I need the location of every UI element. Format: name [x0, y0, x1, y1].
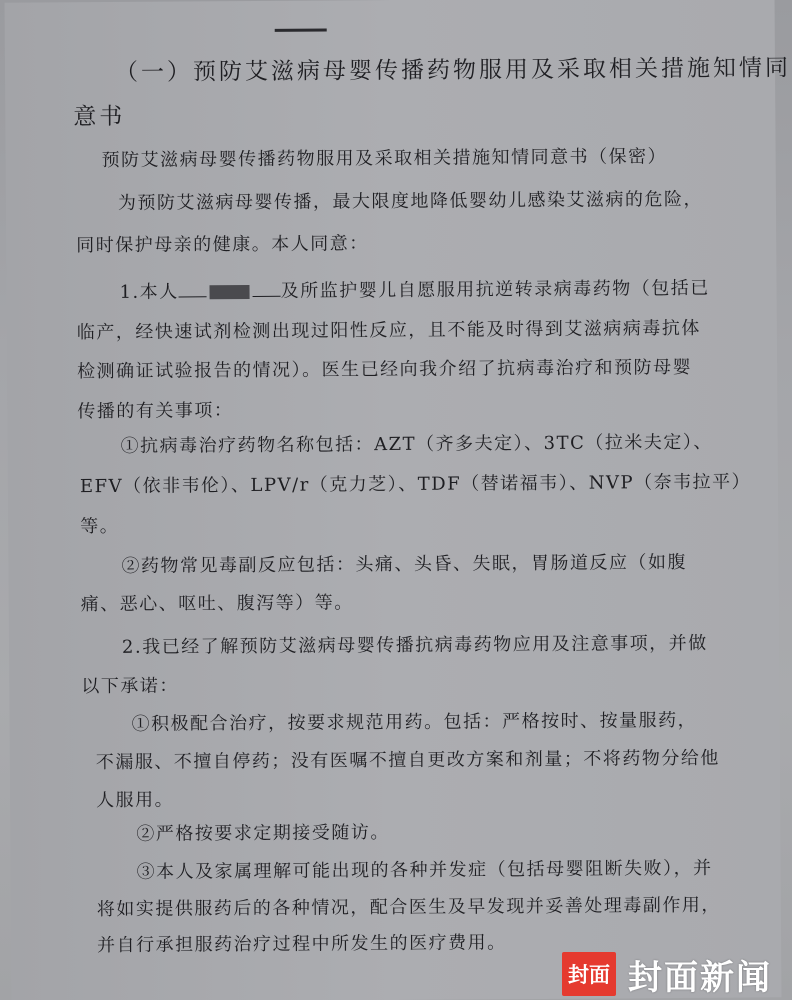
promise1-line-3: 人服用。	[96, 789, 175, 812]
drugs-line-2: EFV（依非韦伦）、LPV/r（克力芝）、TDF（替诺福韦）、NVP（奈韦拉平）	[79, 471, 752, 498]
name-blank-underline-2	[253, 282, 281, 297]
item1-prefix: 1.本人	[119, 281, 179, 303]
item1-suffix: 及所监护婴儿自愿服用抗逆转录病毒药物（包括已	[280, 277, 710, 302]
item1-line-2: 临产，经快速试剂检测出现过阳性反应，且不能及时得到艾滋病病毒抗体	[76, 317, 701, 344]
news-watermark	[562, 948, 772, 1000]
side-effects-line-1: ②药物常见毒副反应包括：头痛、头昏、失眠，胃肠道反应（如腹	[121, 551, 688, 577]
side-effects-line-2: 痛、恶心、呕吐、腹泻等）等。	[80, 592, 354, 616]
promise1-line-1: ①积极配合治疗，按要求规范用药。包括：严格按时、按量服药，	[131, 709, 698, 735]
promise2: ②严格按要求定期接受随访。	[136, 822, 390, 845]
brand-logo: 封面	[562, 952, 616, 996]
subtitle: 预防艾滋病母婴传播药物服用及采取相关措施知情同意书（保密）	[101, 146, 668, 172]
item1-line-4: 传播的有关事项：	[77, 400, 234, 423]
paper-sheet	[5, 0, 792, 1000]
promise3-line-2: 将如实提供服药后的各种情况，配合医生及早发现并妥善处理毒副作用，	[96, 894, 721, 921]
name-blank-underline	[179, 282, 207, 297]
item1-line-3: 检测确证试验报告的情况）。医生已经向我介绍了抗病毒治疗和预防母婴	[77, 356, 693, 383]
item2-line-1: 2.我已经了解预防艾滋病母婴传播抗病毒药物应用及注意事项，并做	[121, 632, 708, 658]
drugs-line-1: ①抗病毒治疗药物名称包括：AZT（齐多夫定）、3TC（拉米夫定）、	[120, 431, 713, 457]
title-line-1: （一）预防艾滋病母婴传播药物服用及采取相关措施知情同	[114, 55, 792, 86]
top-dash-mark	[275, 28, 327, 31]
redacted-name	[210, 285, 250, 299]
promise3-line-3: 并自行承担服药治疗过程中所发生的医疗费用。	[97, 932, 507, 957]
brand-name: 封面新闻	[628, 957, 772, 998]
intro-line-1: 为预防艾滋病母婴传播，最大限度地降低婴幼儿感染艾滋病的危险，	[117, 188, 703, 214]
item2-line-2: 以下承诺：	[81, 675, 179, 698]
promise3-line-1: ③本人及家属理解可能出现的各种并发症（包括母婴阻断失败），并	[136, 857, 713, 883]
intro-line-2: 同时保护母亲的健康。本人同意：	[76, 233, 369, 257]
drugs-line-3: 等。	[80, 515, 120, 538]
title-line-2: 意书	[73, 103, 126, 131]
promise1-line-2: 不漏服、不擅自停药；没有医嘱不擅自更改方案和剂量；不将药物分给他	[95, 747, 720, 774]
item1-line-1	[119, 279, 709, 302]
